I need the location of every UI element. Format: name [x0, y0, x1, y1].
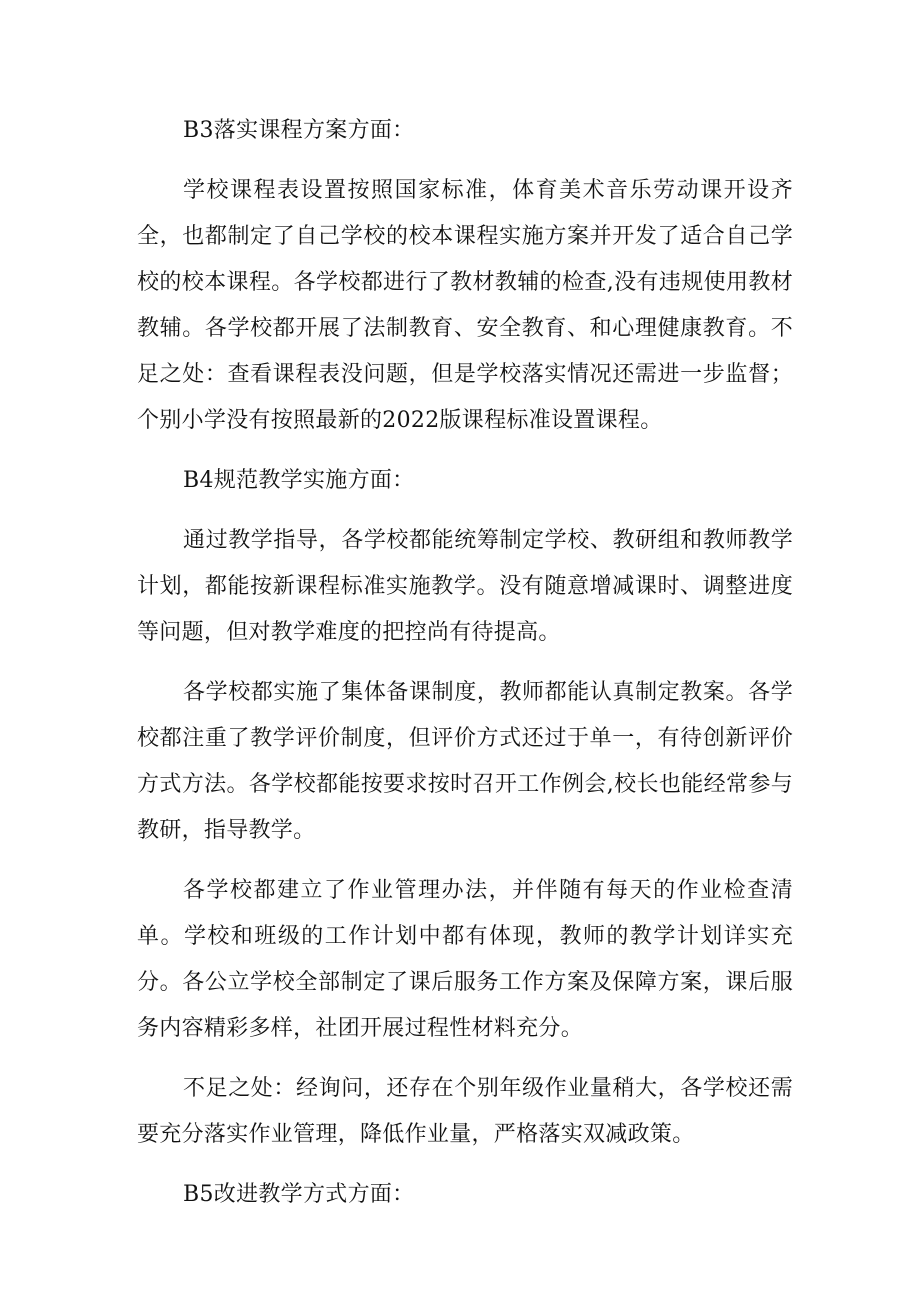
document-body — [137, 108, 793, 1232]
paragraph-b4-shortcomings: 不足之处：经询问，还存在个别年级作业量稍大，各学校还需要充分落实作业管理，降低作业量，严格落实双减政策。 — [137, 1076, 793, 1147]
section-heading-b4: B4规范教学实施方面： — [183, 468, 415, 493]
section-heading-b3: B3落实课程方案方面： — [183, 118, 415, 143]
paragraph-b4-lesson-prep: 各学校都实施了集体备课制度，教师都能认真制定教案。各学校都注重了教学评价制度，但评价方式还过于单一，有待创新评价方式方法。各学校都能按要求按时召开工作例会,校长也能经常参与教研，指导教学。 — [137, 680, 793, 843]
section-heading-b5: B5改进教学方式方面： — [183, 1182, 415, 1207]
paragraph-b4-homework: 各学校都建立了作业管理办法，并伴随有每天的作业检查清单。学校和班级的工作计划中都有体现，教师的教学计划详实充分。各公立学校全部制定了课后服务工作方案及保障方案，课后服务内容精彩多样，社团开展过程性材料充分。 — [137, 878, 793, 1041]
paragraph-b4-guidance: 通过教学指导，各学校都能统筹制定学校、教研组和教师教学计划，都能按新课程标准实施教学。没有随意增减课时、调整进度等问题，但对教学难度的把控尚有待提高。 — [137, 528, 793, 645]
paragraph-b3-content: 学校课程表设置按照国家标准，体育美术音乐劳动课开设齐全，也都制定了自己学校的校本课程实施方案并开发了适合自己学校的校本课程。各学校都进行了教材教辅的检查,没有违规使用教材教辅。各学校都开展了法制教育、安全教育、和心理健康教育。不足之处：查看课程表没问题，但是学校落实情况还需进一步监督；个别小学没有按照最新的2022版课程标准设置课程。 — [137, 178, 793, 433]
